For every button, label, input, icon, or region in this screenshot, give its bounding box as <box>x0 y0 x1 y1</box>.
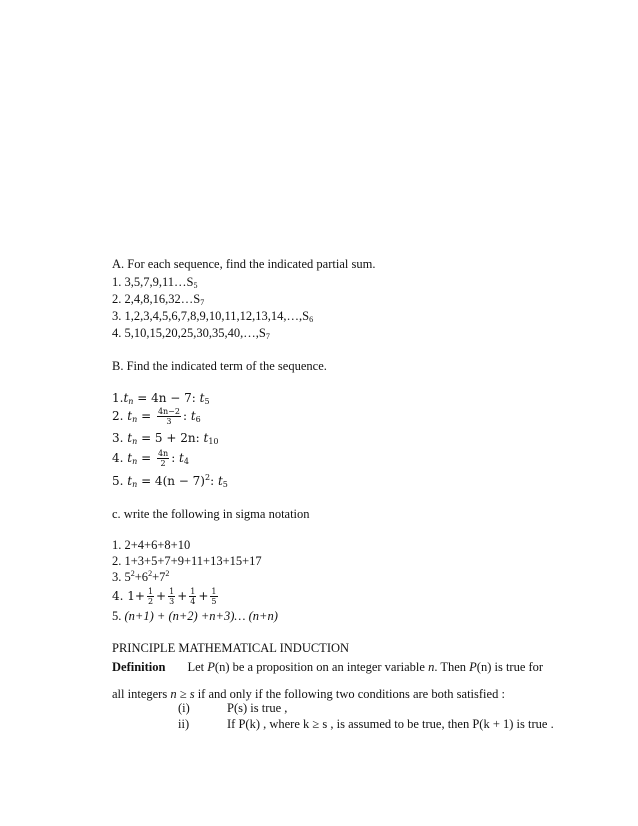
fraction: $\frac{1}{3}$ <box>169 587 175 606</box>
fraction: $\frac{1}{5}$ <box>211 587 217 606</box>
fraction: $\frac{4n}{2}$ <box>157 449 169 468</box>
list-item: 3. $1,2,3,4,5,6,7,8,9,10,11,12,13,14,\dots,S_6$ <box>112 309 314 324</box>
condition-text: If P(k) , where k ≥ s , is assumed to be true, then P(k + 1) is true . <box>227 717 554 731</box>
definition-line-1: Definition Let P(n) be a proposition on an integer variable n. Then P(n) is true for <box>112 660 544 674</box>
fraction: $\frac{1}{4}$ <box>190 587 196 606</box>
list-item: $1.t_n = 4n - 7$: $t_5$ <box>112 391 210 406</box>
list-item: 1. 2+4+6+8+10 <box>112 538 191 552</box>
condition-text: P(s) is true , <box>227 701 288 715</box>
list-item: 3. $5^2+6^2+7^2$ <box>112 569 170 584</box>
condition-label: (i) <box>178 701 190 715</box>
section-b-heading: B. Find the indicated term of the sequence. <box>112 359 327 373</box>
condition-label: ii) <box>178 717 190 731</box>
list-item: 4. 1+ $\frac{1}{2}$ + $\frac{1}{3}$ + $\frac{1}{4}$ + $\frac{1}{5}$ <box>112 587 217 606</box>
list-item: 5. $t_n = 4(n - 7)^2$: $t_5$ <box>112 473 228 489</box>
list-item: 2. $2,4,8,16,32\dots S_7$ <box>112 292 205 307</box>
section-title: PRINCIPLE MATHEMATICAL INDUCTION <box>112 641 350 655</box>
list-item: 2. $t_n$ = $\frac{4n-2}{3}$ : $t_6$ <box>112 407 201 426</box>
section-a-heading: A. For each sequence, find the indicated partial sum. <box>112 257 376 271</box>
list-item: 2. 1+3+5+7+9+11+13+15+17 <box>112 554 262 568</box>
list-item: 4. $5,10,15,20,25,30,35,40,\dots,S_7$ <box>112 326 270 341</box>
definition-label: Definition <box>112 660 166 674</box>
list-item: 5. (n+1) + (n+2) +n+3)… (n+n) <box>112 609 278 623</box>
list-item: 4. $t_n$ = $\frac{4n}{2}$ : $t_4$ <box>112 449 189 468</box>
definition-line-2: all integers n ≥ s if and only if the following two conditions are both satisfied : <box>112 687 505 701</box>
list-item: 1. $3,5,7,9,11\dots S_5$ <box>112 275 198 290</box>
fraction: $\frac{4n-2}{3}$ <box>157 407 180 426</box>
fraction: $\frac{1}{2}$ <box>147 587 154 606</box>
section-c-heading: c. write the following in sigma notation <box>112 507 310 521</box>
list-item: 3. $t_n = 5 + 2n$: $t_{10}$ <box>112 431 219 446</box>
